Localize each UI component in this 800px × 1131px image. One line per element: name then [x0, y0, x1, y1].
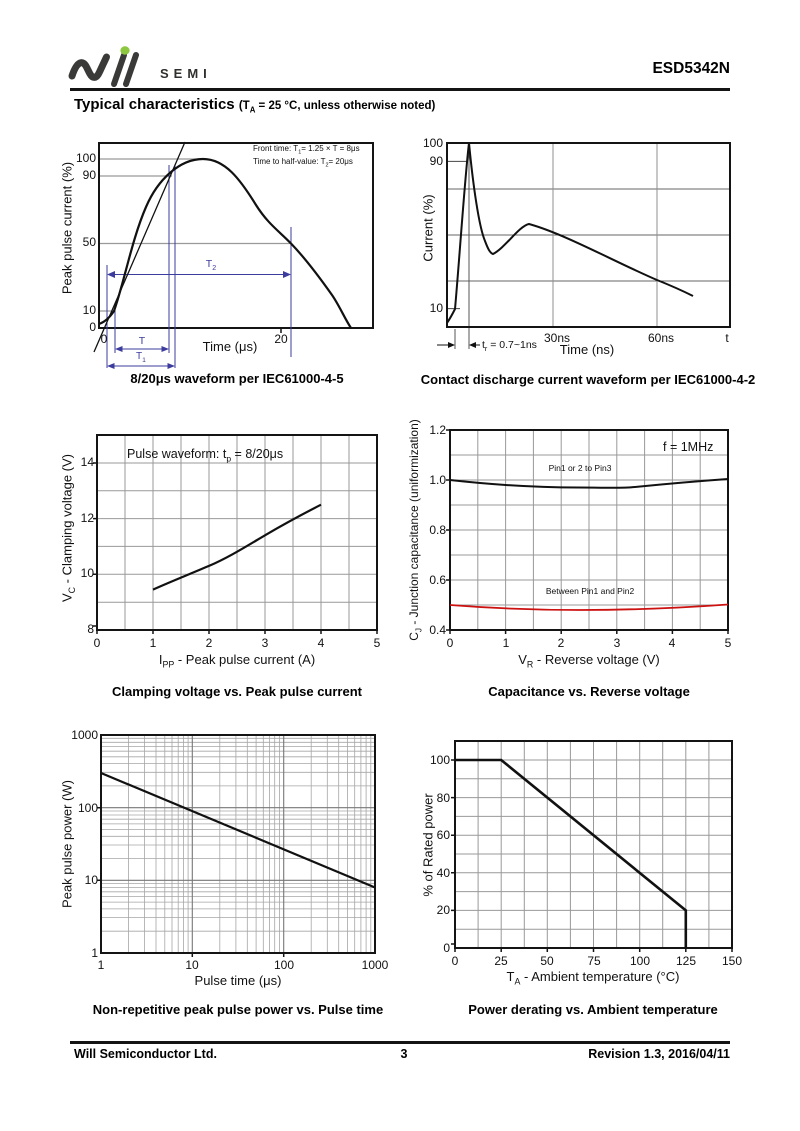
- y-tick-label: 80: [436, 791, 450, 805]
- axis-label-y: $C_J$ - Junction capacitance (uniformization): [407, 419, 424, 641]
- logo-wave: [72, 57, 107, 77]
- logo-green-dot: [120, 46, 129, 54]
- chart-surge-waveform: [59, 135, 400, 395]
- y-tick-label: 40: [436, 866, 450, 880]
- chart-esd-waveform: [415, 135, 760, 395]
- axis-label-x: Time (μs): [202, 339, 258, 354]
- surge-tangent-line: [94, 142, 185, 352]
- x-tick-label: 0: [446, 636, 454, 650]
- esd-tr-arrows: [437, 342, 480, 348]
- chart-power-derating: [420, 725, 760, 1025]
- y-tick-label: 10: [84, 873, 98, 887]
- x-tick-label: 0: [100, 332, 108, 346]
- y-tick-label: 0.4: [429, 623, 446, 637]
- axis-label-x: Pulse time (μs): [194, 973, 282, 988]
- x-tick-label: 0: [93, 636, 101, 650]
- y-tick-label: 1000: [71, 728, 98, 742]
- y-tick-label: 0: [89, 320, 96, 334]
- axis-label-y: Peak pulse power (W): [59, 780, 75, 908]
- power-curve: [101, 773, 375, 888]
- surge-plot-border: [99, 143, 373, 328]
- y-tick-label: 1.2: [429, 423, 446, 437]
- cap-series-label-pin3: Pin1 or 2 to Pin3: [548, 463, 612, 473]
- surge-annotation-front-time: Front time: $T_1= 1.25 \times T = 8\mu s$: [253, 144, 360, 156]
- x-tick-label: 2: [557, 636, 565, 650]
- surge-annotation-half-value: Time to half-value: $T_2= 20\mu s$: [253, 157, 353, 169]
- power-minor-grid: [101, 735, 375, 953]
- power-tick-marks: [97, 808, 284, 957]
- footer-revision: Revision 1.3, 2016/04/11: [588, 1047, 730, 1061]
- x-tick-label: 5: [724, 636, 732, 650]
- surge-t1-arrow-label: $T_1$: [136, 351, 146, 364]
- surge-t2-arrow-label: $T_2$: [205, 258, 217, 273]
- clamp-grid: [97, 435, 377, 630]
- axis-label-x: $I_{PP}$ - Peak pulse current (A): [158, 652, 316, 670]
- x-tick-label: 2: [205, 636, 213, 650]
- x-tick-label: 1: [149, 636, 157, 650]
- y-tick-label: 100: [422, 136, 443, 150]
- surge-t-arrow-label: T: [138, 335, 146, 347]
- derate-tick-marks: [451, 760, 732, 952]
- x-tick-label: 100: [273, 958, 295, 972]
- chart-caption: Non-repetitive peak pulse power vs. Pulse time: [92, 1002, 384, 1017]
- x-tick-label: 20: [274, 332, 288, 346]
- y-tick-label: 12: [80, 511, 94, 525]
- chart-pulse-power: [59, 725, 400, 1025]
- chart-caption: 8/20μs waveform per IEC61000-4-5: [130, 371, 344, 386]
- chart-caption: Capacitance vs. Reverse voltage: [488, 684, 690, 699]
- esd-curve: [447, 143, 693, 323]
- page-title: [74, 96, 435, 113]
- x-tick-label: 4: [317, 636, 325, 650]
- part-number: ESD5342N: [652, 60, 730, 77]
- logo-slash-1: [114, 55, 124, 84]
- x-tick-label: 60ns: [647, 331, 675, 345]
- y-tick-label: 1: [91, 946, 98, 960]
- chart-caption: Contact discharge current waveform per IEC61000-4-2: [420, 372, 756, 387]
- chart-caption: Clamping voltage vs. Peak pulse current: [112, 684, 362, 699]
- derate-grid: [455, 741, 732, 948]
- cap-series-label-pin1-pin2: Between Pin1 and Pin2: [545, 586, 635, 596]
- chart-capacitance: [407, 419, 760, 710]
- y-tick-label: 0.6: [429, 573, 446, 587]
- y-tick-label: 0.8: [429, 523, 446, 537]
- y-tick-label: 1.0: [429, 473, 446, 487]
- axis-label-x: $T_A$ - Ambient temperature (°C): [506, 969, 680, 987]
- y-tick-label: 50: [82, 235, 96, 249]
- axis-label-x: $V_R$ - Reverse voltage (V): [518, 652, 660, 670]
- y-tick-label: 10: [80, 566, 94, 580]
- x-tick-label: 10: [185, 958, 199, 972]
- x-tick-label: 3: [613, 636, 621, 650]
- y-tick-label: 100: [77, 801, 98, 815]
- willsemi-logo: [68, 46, 168, 92]
- logo-mark: [72, 46, 136, 84]
- x-tick-label: 4: [668, 636, 676, 650]
- x-tick-label: 1: [97, 958, 105, 972]
- y-tick-label: 60: [436, 828, 450, 842]
- cap-tick-marks: [446, 430, 728, 634]
- footer-page-number: 3: [400, 1047, 408, 1061]
- clamp-tick-marks: [93, 463, 377, 634]
- cap-grid: [450, 430, 728, 630]
- y-tick-label: 100: [75, 151, 96, 165]
- y-tick-label: 90: [82, 168, 96, 182]
- axis-label-y: Current (%): [420, 194, 436, 262]
- x-tick-label: 0: [451, 954, 459, 968]
- y-tick-label: 10: [429, 301, 443, 315]
- surge-ref-lines: [99, 159, 291, 311]
- x-tick-label: 150: [721, 954, 743, 968]
- x-tick-label: 30ns: [543, 331, 571, 345]
- x-tick-label: 1000: [361, 958, 389, 972]
- x-tick-label: 75: [587, 954, 601, 968]
- x-tick-label: 5: [373, 636, 381, 650]
- y-tick-label: 8: [87, 622, 94, 636]
- x-tick-label: 100: [629, 954, 651, 968]
- logo-slash-2: [126, 55, 136, 84]
- axis-label-y: $V_C$ - Clamping voltage (V): [59, 453, 78, 603]
- axis-label-y: Peak pulse current (%): [59, 161, 75, 295]
- surge-blue-annotation-lines: [107, 165, 291, 368]
- surge-blue-arrowheads: [107, 271, 291, 369]
- x-tick-label: t: [725, 331, 729, 345]
- esd-grid: [447, 143, 730, 327]
- x-tick-label: 50: [540, 954, 554, 968]
- y-tick-label: 100: [429, 753, 450, 767]
- clamp-note: Pulse waveform: $t_p = 8/20\mu s$: [127, 447, 284, 464]
- x-tick-label: 1: [502, 636, 510, 650]
- surge-waveform-plot: [70, 135, 400, 395]
- x-tick-label: 25: [494, 954, 508, 968]
- cap-frequency-note: f = 1MHz: [663, 440, 714, 454]
- y-tick-label: 0: [443, 941, 450, 955]
- power-plot-border: [101, 735, 375, 953]
- esd-tr-label: $t_r$ = 0.7~1ns: [482, 339, 537, 354]
- power-decade-grid: [101, 735, 375, 953]
- y-tick-label: 90: [429, 154, 443, 168]
- page-title-note: ($T_A = 25$ °C, unless otherwise noted): [238, 100, 436, 115]
- y-tick-label: 14: [80, 455, 94, 469]
- header-rule: [70, 88, 730, 91]
- axis-label-y: % of Rated power: [420, 793, 436, 897]
- axis-label-x: Time (ns): [559, 342, 615, 357]
- x-tick-label: 125: [675, 954, 697, 968]
- x-tick-label: 3: [261, 636, 269, 650]
- page-title-main: Typical characteristics: [74, 96, 235, 113]
- y-tick-label: 10: [82, 303, 96, 317]
- chart-clamping-voltage: [59, 420, 400, 710]
- y-tick-label: 20: [436, 903, 450, 917]
- footer-rule: [70, 1041, 730, 1044]
- logo-semi-text: SEMI: [160, 66, 212, 81]
- footer-company: Will Semiconductor Ltd.: [74, 1047, 217, 1061]
- chart-caption: Power derating vs. Ambient temperature: [468, 1002, 718, 1017]
